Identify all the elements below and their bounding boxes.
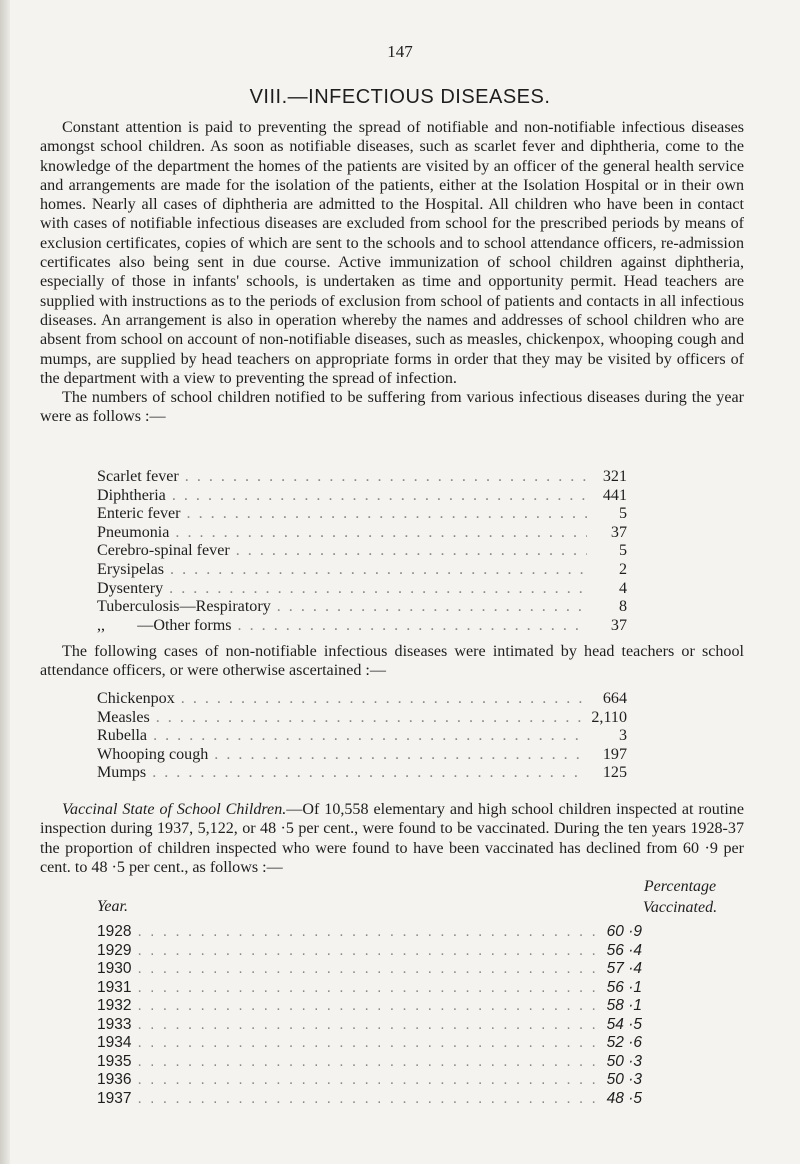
notifiable-diseases-list [97,468,627,635]
section-heading: VIII.—INFECTIOUS DISEASES. [249,86,551,108]
page-edge [0,0,10,1164]
list-item: Dysentery . . . 4 [97,580,627,599]
list-item: Mumps . . . 125 [97,764,627,783]
vaccinal-body: —Of 10,558 elementary and high school children inspected at routine inspection during 1937, 5,122, or 48 ·5 per cent., were found to be vaccinated. During the ten years 1928-37 the proportion of children inspected who were found to have been vaccinated has declined from 60 ·9 per cent. to 48 ·5 per cent., as follows :— [40,801,744,876]
list-item: ,, —Other forms . . . 37 [97,617,627,636]
intro-text [40,118,744,427]
paragraph-vaccinal [40,800,744,877]
list-item: Measles . . . 2,110 [97,709,627,728]
table-row: 1929 . . . 56 ·4 [97,942,642,961]
table-row: 1928 . . . 60 ·9 [97,923,642,942]
vaccinal-title: Vaccinal State of School Children. [62,801,287,818]
table-row: 1931 . . . 56 ·1 [97,979,642,998]
non-notifiable-intro [40,642,744,681]
vaccinal-state-text [40,800,744,877]
list-item: Chickenpox . . . 664 [97,690,627,709]
year-header: Year. [97,898,128,915]
list-item: Diphtheria . . . 441 [97,487,627,506]
table-row: 1934 . . . 52 ·6 [97,1034,642,1053]
paragraph-exclusion: Constant attention is paid to preventing the spread of notifiable and non-notifiable infectious diseases amongst school children. As soon as notifiable diseases, such as scarlet fever and diphtheria, come to the knowledge of the department the homes of the patients are visited by an officer of the general health service and arrangements are made for the isolation of the patients, either at the Isolation Hospital or in their own homes. Nearly all cases of diphtheria are admitted to the Hospital. All children who have been in contact with cases of notifiable infectious diseases are excluded from school for the prescribed periods by means of exclusion certificates, copies of which are sent to the schools and to school attendance officers, re-admission certificates also being sent in due course. Active immunization of school children against diphtheria, especially of those in infants' schools, is undertaken as time and opportunity permit. Head teachers are supplied with instructions as to the periods of exclusion from school of patients and contacts in all infectious diseases. An arrangement is also in operation whereby the names and addresses of school children who are absent from school on account of non-notifiable diseases, such as measles, chickenpox, whooping cough and mumps, are supplied by head teachers on appropriate forms in order that they may be visited by officers of the department with a view to preventing the spread of infection. [40,119,744,387]
table-row: 1933 . . . 54 ·5 [97,1016,642,1035]
paragraph-notified-intro: The numbers of school children notified to be suffering from various infectious diseases during the year were as follows :— [40,389,744,426]
list-item: Cerebro-spinal fever . . . 5 [97,542,627,561]
list-item: Whooping cough . . . 197 [97,746,627,765]
table-row: 1932 . . . 58 ·1 [97,997,642,1016]
list-item: Enteric fever . . . 5 [97,505,627,524]
non-notifiable-diseases-list [97,690,627,783]
table-row: 1930 . . . 57 ·4 [97,960,642,979]
list-item: Scarlet fever . . . 321 [97,468,627,487]
list-item: Pneumonia . . . 37 [97,524,627,543]
list-item: Erysipelas . . . 2 [97,561,627,580]
percentage-header-line2: Vaccinated. [642,899,718,916]
page-number: 147 [387,42,413,61]
percentage-header [600,876,760,918]
paragraph-non-notifiable: The following cases of non-notifiable infectious diseases were intimated by head teachers or school attendance officers, or were otherwise ascertained :— [40,643,744,680]
table-row: 1937 . . . 48 ·5 [97,1090,642,1109]
list-item: Rubella . . . 3 [97,727,627,746]
table-row: 1935 . . . 50 ·3 [97,1053,642,1072]
vaccination-table [97,923,642,1108]
list-item: Tuberculosis—Respiratory . . . 8 [97,598,627,617]
percentage-header-line1: Percentage [643,878,717,895]
table-row: 1936 . . . 50 ·3 [97,1071,642,1090]
